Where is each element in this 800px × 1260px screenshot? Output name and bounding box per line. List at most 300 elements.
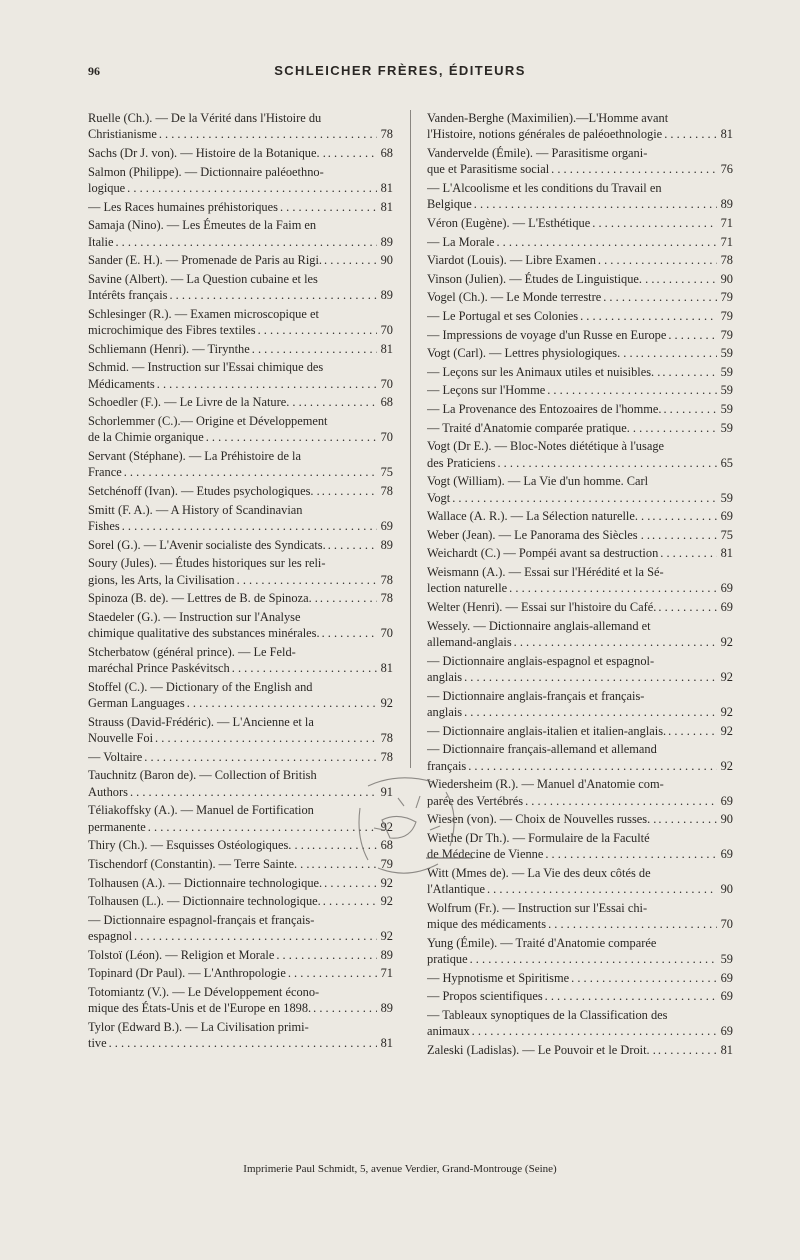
dot-leader — [322, 625, 377, 641]
entry-text: Vogt (Dr E.). — Bloc-Notes diététique à l'usage — [427, 439, 665, 454]
entry-line — [88, 749, 393, 765]
entry-page: 69 — [720, 581, 733, 596]
dot-leader — [276, 947, 376, 963]
index-entry — [427, 653, 733, 686]
entry-text: Intérêts français — [88, 288, 168, 303]
index-entry — [88, 714, 393, 747]
entry-text: maréchal Prince Paskévitsch — [88, 661, 230, 676]
dot-leader — [547, 382, 716, 398]
entry-text: Christianisme — [88, 127, 157, 142]
index-entry — [88, 555, 393, 588]
dot-leader — [474, 196, 717, 212]
entry-text: — Traité d'Anatomie comparée pratique. . . . — [427, 420, 649, 435]
entry-text: Zaleski (Ladislas). — Le Pouvoir et le Droit. . — [427, 1042, 656, 1057]
entry-text: chimique qualitative des substances minérales. — [88, 626, 320, 641]
entry-text: Wallace (A. R.). — La Sélection naturelle. . . — [427, 509, 651, 524]
entry-text: de Médecine de Vienne — [427, 847, 544, 862]
entry-page: 81 — [380, 661, 393, 676]
entry-line — [88, 912, 393, 928]
entry-page: 92 — [720, 758, 733, 773]
entry-text: Schorlemmer (C.).— Origine et Développement — [88, 413, 328, 428]
index-entry — [88, 359, 393, 392]
entry-line — [427, 1042, 733, 1058]
dot-leader — [662, 364, 716, 380]
dot-leader — [252, 341, 377, 357]
dot-leader — [320, 590, 377, 606]
entry-page: 89 — [380, 537, 393, 552]
entry-page: 79 — [720, 290, 733, 305]
dot-leader — [664, 126, 716, 142]
dot-leader — [280, 199, 377, 215]
entry-line — [88, 984, 393, 1000]
entry-text: Totomiantz (V.). — Le Développement écono- — [88, 984, 320, 999]
index-entry — [427, 545, 733, 561]
dot-leader — [237, 572, 377, 588]
entry-line — [88, 555, 393, 571]
entry-line — [427, 599, 733, 615]
index-entry — [427, 527, 733, 543]
entry-line — [427, 252, 733, 268]
index-entry — [88, 413, 393, 446]
entry-text: — Propos scientifiques — [427, 989, 543, 1004]
dot-leader — [652, 508, 716, 524]
entry-line — [427, 988, 733, 1004]
entry-page: 70 — [720, 917, 733, 932]
index-entry — [427, 1007, 733, 1040]
dot-leader — [658, 599, 716, 615]
printer-imprint: Imprimerie Paul Schmidt, 5, avenue Verdier, Grand-Montrouge (Seine) — [243, 1163, 557, 1175]
entry-text: Wiedersheim (R.). — Manuel d'Anatomie com- — [427, 777, 664, 792]
dot-leader — [169, 287, 376, 303]
entry-page: 91 — [380, 784, 393, 799]
entry-line — [427, 1023, 733, 1039]
entry-text: Wiesen (von). — Choix de Nouvelles russes. . — [427, 812, 657, 827]
entry-text: Smitt (F. A.). — A History of Scandinavian — [88, 502, 303, 517]
entry-line — [427, 271, 733, 287]
entry-text: Setchénoff (Ivan). — Etudes psychologiques. . — [88, 483, 320, 498]
entry-page: 89 — [380, 1001, 393, 1016]
entry-text: Vogt — [427, 490, 451, 505]
index-entry — [427, 599, 733, 615]
index-entry — [88, 749, 393, 765]
entry-line — [427, 420, 733, 436]
entry-text: — Dictionnaire anglais-français et français- — [427, 688, 645, 703]
entry-text: Wessely. — Dictionnaire anglais-allemand et — [427, 618, 651, 633]
index-entry — [427, 252, 733, 268]
entry-text: Fishes — [88, 518, 120, 533]
left-column — [88, 110, 393, 1054]
entry-text: — Dictionnaire espagnol-français et français- — [88, 912, 315, 927]
dot-leader — [650, 420, 716, 436]
entry-page: 71 — [380, 966, 393, 981]
entry-page: 59 — [720, 383, 733, 398]
index-entry — [427, 215, 733, 231]
entry-line — [88, 306, 393, 322]
index-entry — [427, 234, 733, 250]
entry-page: 92 — [380, 929, 393, 944]
dot-leader — [509, 580, 716, 596]
dot-leader — [496, 234, 716, 250]
index-entry — [88, 271, 393, 304]
entry-line — [88, 199, 393, 215]
entry-page: 89 — [380, 947, 393, 962]
dot-leader — [122, 518, 377, 534]
entry-page: 78 — [380, 731, 393, 746]
entry-page: 59 — [720, 346, 733, 361]
entry-text: espagnol — [88, 929, 133, 944]
entry-text: Samaja (Nino). — Les Émeutes de la Faim en — [88, 218, 317, 233]
dot-leader — [487, 881, 717, 897]
dot-leader — [663, 401, 716, 417]
index-entry — [88, 965, 393, 981]
entry-text: Vinson (Julien). — Études de Linguistique. . . — [427, 271, 655, 286]
index-entry — [88, 984, 393, 1017]
entry-line — [427, 618, 733, 634]
index-entry — [88, 199, 393, 215]
entry-text: — Dictionnaire français-allemand et allemand — [427, 742, 657, 757]
entry-text: France — [88, 465, 122, 480]
entry-page: 76 — [720, 162, 733, 177]
index-entry — [88, 110, 393, 143]
index-entry — [427, 900, 733, 933]
entry-line — [88, 376, 393, 392]
index-entry — [88, 893, 393, 909]
entry-line — [88, 502, 393, 518]
entry-page: 81 — [380, 1036, 393, 1051]
entry-page: 59 — [720, 952, 733, 967]
index-entry — [88, 590, 393, 606]
dot-leader — [551, 161, 716, 177]
entry-text: — Dictionnaire anglais-italien et italien-anglais. — [427, 723, 667, 738]
entry-line — [88, 1000, 393, 1016]
entry-page: 90 — [720, 812, 733, 827]
index-entry — [427, 145, 733, 178]
entry-line — [88, 341, 393, 357]
entry-line — [427, 161, 733, 177]
entry-text: Tolhausen (A.). — Dictionnaire technologique. — [88, 875, 323, 890]
entry-text: Téliakoffsky (A.). — Manuel de Fortification — [88, 803, 314, 818]
entry-line — [427, 564, 733, 580]
entry-text: français — [427, 758, 467, 773]
dot-leader — [525, 793, 717, 809]
dot-leader — [452, 490, 716, 506]
index-entry — [88, 502, 393, 535]
dot-leader — [468, 758, 716, 774]
dot-leader — [641, 345, 717, 361]
dot-leader — [464, 669, 717, 685]
entry-text: — Le Portugal et ses Colonies — [427, 308, 579, 323]
entry-text: — La Provenance des Entozoaires de l'homme. — [427, 401, 662, 416]
dot-leader — [187, 695, 377, 711]
dot-leader — [668, 723, 716, 739]
entry-text: — Impressions de voyage d'un Russe en Europe — [427, 327, 667, 342]
dot-leader — [658, 811, 716, 827]
index-entry — [427, 327, 733, 343]
entry-line — [88, 217, 393, 233]
entry-line — [88, 893, 393, 909]
entry-line — [427, 916, 733, 932]
entry-text: Tauchnitz (Baron de). — Collection of British — [88, 768, 317, 783]
entry-line — [427, 215, 733, 231]
entry-page: 92 — [380, 696, 393, 711]
entry-page: 69 — [720, 793, 733, 808]
entry-line — [88, 413, 393, 429]
entry-line — [427, 473, 733, 489]
dot-leader — [159, 126, 377, 142]
index-entry — [88, 252, 393, 268]
dot-leader — [571, 970, 716, 986]
entry-text: Ruelle (Ch.). — De la Vérité dans l'Histoire du — [88, 111, 322, 125]
entry-text: Stcherbatow (général prince). — Le Feld- — [88, 644, 296, 659]
dot-leader — [206, 429, 377, 445]
entry-line — [88, 164, 393, 180]
entry-page: 92 — [380, 819, 393, 834]
entry-line — [427, 527, 733, 543]
entry-text: — Leçons sur l'Homme — [427, 383, 546, 398]
entry-text: allemand-anglais — [427, 634, 512, 649]
index-entry — [427, 289, 733, 305]
entry-page: 89 — [380, 234, 393, 249]
dot-leader — [258, 322, 377, 338]
entry-line — [88, 287, 393, 303]
dot-leader — [548, 916, 717, 932]
entry-line — [88, 537, 393, 553]
index-entry — [88, 912, 393, 945]
entry-text: Sachs (Dr J. von). — Histoire de la Botanique. . — [88, 146, 326, 160]
index-entry — [427, 110, 733, 143]
entry-line — [427, 704, 733, 720]
entry-page: 59 — [720, 420, 733, 435]
entry-line — [88, 110, 393, 126]
dot-leader — [464, 704, 717, 720]
index-entry — [427, 970, 733, 986]
entry-text: Vandervelde (Émile). — Parasitisme organi- — [427, 146, 648, 160]
dot-leader — [124, 464, 377, 480]
entry-line — [427, 234, 733, 250]
dot-leader — [109, 1035, 377, 1051]
dot-leader — [598, 252, 717, 268]
entry-text: des Praticiens — [427, 455, 496, 470]
index-entry — [427, 364, 733, 380]
entry-page: 68 — [380, 395, 393, 410]
entry-text: Weichardt (C.) — Pompéi avant sa destruction — [427, 546, 659, 561]
entry-page: 79 — [380, 856, 393, 871]
entry-text: — Leçons sur les Animaux utiles et nuisibles. . — [427, 364, 661, 379]
entry-line — [427, 741, 733, 757]
index-entry — [88, 644, 393, 677]
index-entry — [88, 679, 393, 712]
entry-line — [88, 394, 393, 410]
dot-leader — [545, 988, 717, 1004]
entry-page: 69 — [720, 847, 733, 862]
entry-text: Véron (Eugène). — L'Esthétique — [427, 216, 591, 230]
entry-text: Tolhausen (L.). — Dictionnaire technologique. — [88, 894, 321, 909]
entry-text: mique des médicaments — [427, 917, 547, 932]
entry-text: Weber (Jean). — Le Panorama des Siècles . . — [427, 527, 650, 542]
entry-text: anglais — [427, 669, 463, 684]
library-stamp — [338, 768, 478, 880]
entry-text: logique — [88, 181, 126, 195]
entry-page: 81 — [380, 199, 393, 214]
entry-page: 68 — [380, 146, 393, 160]
entry-line — [88, 644, 393, 660]
entry-text: Thiry (Ch.). — Esquisses Ostéologiques. . . . — [88, 838, 310, 853]
entry-text: Schoedler (F.). — Le Livre de la Nature. . . — [88, 395, 302, 410]
entry-text: que et Parasitisme social — [427, 162, 550, 177]
entry-text: Viardot (Louis). — Libre Examen — [427, 253, 596, 268]
index-entry — [88, 145, 393, 161]
entry-text: Sander (E. H.). — Promenade de Paris au Rigi. — [88, 253, 322, 268]
entry-page: 81 — [380, 341, 393, 356]
entry-line — [88, 1035, 393, 1051]
entry-text: de la Chimie organique — [88, 430, 204, 445]
index-entry — [427, 935, 733, 968]
entry-line — [427, 900, 733, 916]
entry-page: 75 — [380, 465, 393, 480]
entry-line — [427, 669, 733, 685]
dot-leader — [127, 180, 376, 196]
entry-line — [427, 401, 733, 417]
index-entry — [427, 180, 733, 213]
entry-line — [88, 572, 393, 588]
entry-line — [88, 730, 393, 746]
entry-text: Vogt (William). — La Vie d'un homme. Carl — [427, 474, 649, 489]
entry-line — [88, 483, 393, 499]
entry-line — [427, 145, 733, 161]
entry-line — [88, 322, 393, 338]
entry-text: gions, les Arts, la Civilisation — [88, 572, 235, 587]
entry-line — [427, 970, 733, 986]
entry-text: parée des Vertébrés — [427, 793, 524, 808]
entry-page: 59 — [720, 490, 733, 505]
entry-line — [88, 234, 393, 250]
entry-text: — Dictionnaire anglais-espagnol et espagnol- — [427, 653, 655, 668]
entry-text: Tolstoï (Léon). — Religion et Morale — [88, 947, 275, 962]
right-column — [427, 110, 733, 1060]
entry-page: 69 — [720, 599, 733, 614]
entry-text: l'Histoire, notions générales de paléoethnologie — [427, 127, 663, 142]
entry-text: anglais — [427, 704, 463, 719]
entry-line — [427, 438, 733, 454]
dot-leader — [668, 327, 716, 343]
entry-line — [427, 364, 733, 380]
index-entry — [427, 473, 733, 506]
entry-line — [88, 625, 393, 641]
entry-line — [88, 714, 393, 730]
entry-line — [427, 308, 733, 324]
entry-page: 75 — [720, 527, 733, 542]
entry-page: 92 — [720, 704, 733, 719]
entry-text: lection naturelle — [427, 581, 508, 596]
entry-text: Authors — [88, 784, 128, 799]
entry-page: 81 — [380, 181, 393, 195]
index-entry — [427, 1042, 733, 1058]
index-entry — [88, 217, 393, 250]
entry-text: Stoffel (C.). — Dictionary of the English and — [88, 679, 313, 694]
index-entry — [88, 394, 393, 410]
dot-leader — [328, 537, 377, 553]
entry-page: 70 — [380, 376, 393, 391]
entry-page: 70 — [380, 430, 393, 445]
dot-leader — [603, 289, 716, 305]
entry-line — [88, 429, 393, 445]
entry-line — [88, 660, 393, 676]
dot-leader — [328, 145, 377, 161]
entry-text: German Languages — [88, 696, 185, 711]
index-entry — [88, 341, 393, 357]
entry-page: 92 — [720, 669, 733, 684]
entry-page: 71 — [720, 216, 733, 230]
entry-page: 78 — [380, 749, 393, 764]
entry-line — [427, 345, 733, 361]
entry-text: pratique — [427, 952, 468, 967]
entry-page: 81 — [720, 546, 733, 561]
entry-line — [88, 965, 393, 981]
dot-leader — [323, 893, 377, 909]
column-divider — [410, 110, 411, 768]
entry-page: 89 — [720, 197, 733, 212]
entry-line — [88, 695, 393, 711]
entry-line — [88, 464, 393, 480]
entry-text: Médicaments — [88, 376, 155, 391]
index-entry — [427, 271, 733, 287]
index-entry — [88, 306, 393, 339]
entry-text: Wolfrum (Fr.). — Instruction sur l'Essai chi- — [427, 900, 648, 915]
entry-text: Vogt (Carl). — Lettres physiologiques. . . . — [427, 346, 639, 361]
dot-leader — [470, 951, 717, 967]
dot-leader — [115, 234, 376, 250]
entry-text: Welter (Henri). — Essai sur l'histoire du Café. — [427, 599, 657, 614]
index-entry — [88, 164, 393, 197]
entry-text: Soury (Jules). — Études historiques sur les reli- — [88, 556, 326, 571]
dot-leader — [304, 394, 377, 410]
index-entry — [427, 508, 733, 524]
entry-line — [88, 928, 393, 944]
entry-line — [427, 327, 733, 343]
entry-line — [427, 180, 733, 196]
entry-line — [427, 508, 733, 524]
entry-line — [88, 1019, 393, 1035]
entry-page: 78 — [380, 572, 393, 587]
entry-page: 90 — [720, 882, 733, 897]
dot-leader — [658, 1042, 717, 1058]
dot-leader — [497, 455, 716, 471]
dot-leader — [472, 1023, 717, 1039]
entry-page: 79 — [720, 327, 733, 342]
index-entry — [427, 723, 733, 739]
dot-leader — [157, 376, 377, 392]
dot-leader — [232, 660, 377, 676]
entry-page: 90 — [720, 271, 733, 286]
entry-page: 70 — [380, 323, 393, 338]
dot-leader — [313, 1000, 376, 1016]
entry-line — [88, 126, 393, 142]
page-number: 96 — [88, 64, 100, 78]
entry-line — [88, 947, 393, 963]
dot-leader — [514, 634, 717, 650]
entry-line — [88, 252, 393, 268]
index-entry — [88, 448, 393, 481]
dot-leader — [144, 749, 376, 765]
entry-line — [427, 1007, 733, 1023]
entry-line — [427, 196, 733, 212]
entry-page: 69 — [720, 1024, 733, 1039]
entry-line — [427, 289, 733, 305]
entry-text: Belgique — [427, 197, 472, 212]
entry-text: Salmon (Philippe). — Dictionnaire paléoethno- — [88, 164, 324, 179]
dot-leader — [324, 252, 377, 268]
entry-page: 92 — [380, 875, 393, 890]
